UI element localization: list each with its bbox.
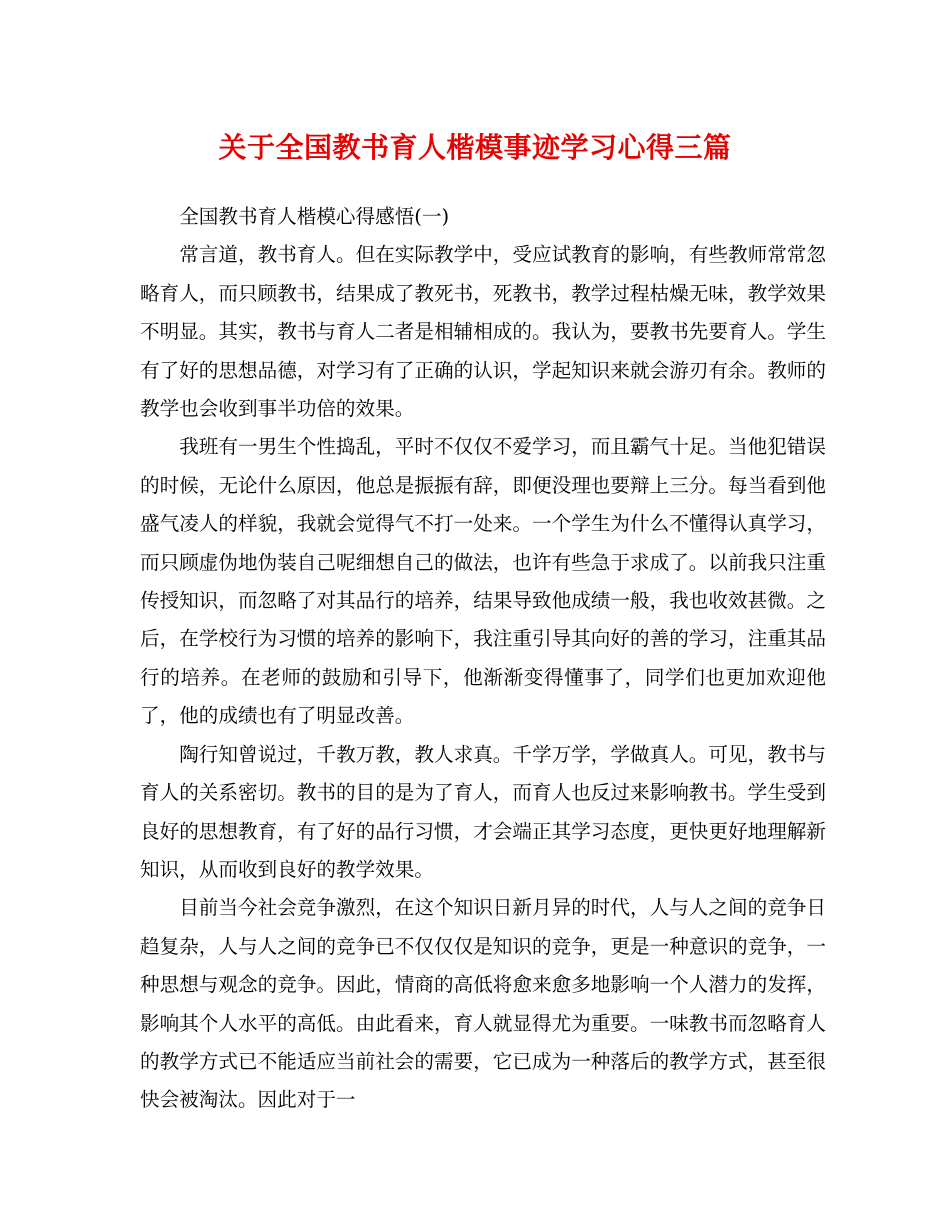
paragraph-1: 常言道，教书育人。但在实际教学中，受应试教育的影响，有些教师常常忽略育人，而只顾教书，结果成了教死书，死教书，教学过程枯燥无味，教学效果不明显。其实，教书与育人二者是相辅相成的。我认为，要教书先要育人。学生有了好的思想品德，对学习有了正确的认识，学起知识来就会游刃有余。教师的教学也会收到事半功倍的效果。 [140,243,826,421]
document-title: 关于全国教书育人楷模事迹学习心得三篇 [218,131,732,164]
paragraph-2: 我班有一男生个性捣乱，平时不仅仅不爱学习，而且霸气十足。当他犯错误的时候，无论什么原因，他总是振振有辞，即便没理也要辩上三分。每当看到他盛气凌人的样貌，我就会觉得气不打一处来。一个学生为什么不懂得认真学习，而只顾虚伪地伪装自己呢细想自己的做法，也许有些急于求成了。以前我只注重传授知识，而忽略了对其品行的培养，结果导致他成绩一般，我也收效甚微。之后，在学校行为习惯的培养的影响下，我注重引导其向好的善的学习，注重其品行的培养。在老师的鼓励和引导下，他渐渐变得懂事了，同学们也更加欢迎他了，他的成绩也有了明显改善。 [140,435,826,728]
section-heading: 全国教书育人楷模心得感悟(一) [179,205,450,228]
document-body [140,198,826,1120]
paragraph-3: 陶行知曾说过，千教万教，教人求真。千学万学，学做真人。可见，教书与育人的关系密切。教书的目的是为了育人，而育人也反过来影响教书。学生受到良好的思想教育，有了好的品行习惯，才会端正其学习态度，更快更好地理解新知识，从而收到良好的教学效果。 [140,742,826,881]
paragraph-4: 目前当今社会竞争激烈，在这个知识日新月异的时代，人与人之间的竞争日趋复杂，人与人之间的竞争已不仅仅仅是知识的竞争，更是一种意识的竞争，一种思想与观念的竞争。因此，情商的高低将愈来愈多地影响一个人潜力的发挥，影响其个人水平的高低。由此看来，育人就显得尤为重要。一味教书而忽略育人的教学方式已不能适应当前社会的需要，它已成为一种落后的教学方式，甚至很快会被淘汰。因此对于一 [140,896,826,1112]
